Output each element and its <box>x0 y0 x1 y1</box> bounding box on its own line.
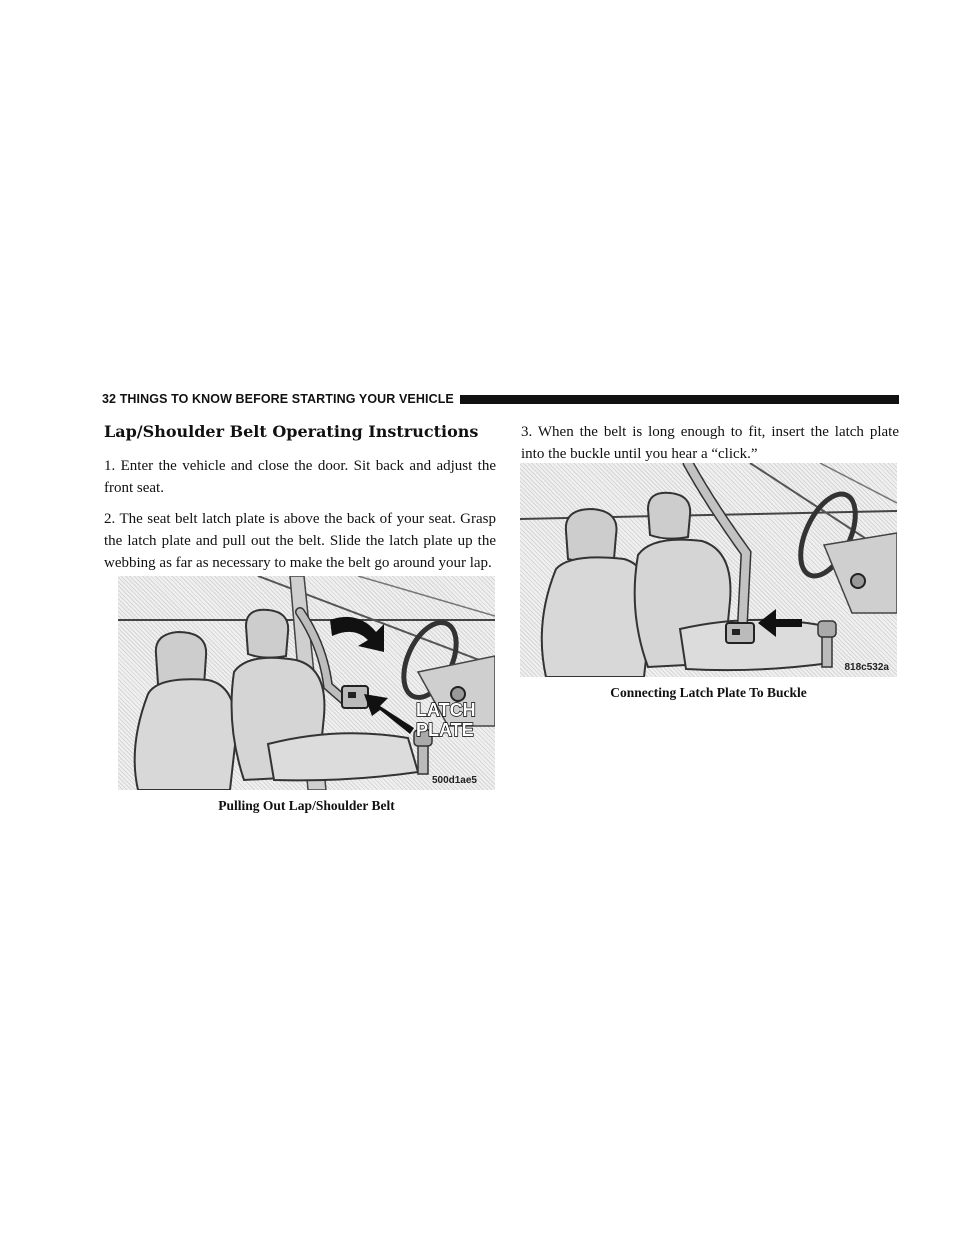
running-title: THINGS TO KNOW BEFORE STARTING YOUR VEHICLE <box>119 392 454 406</box>
page-header <box>102 391 899 407</box>
left-column <box>104 422 496 583</box>
seat-illustration <box>118 576 495 790</box>
figure-caption: Pulling Out Lap/Shoulder Belt <box>218 798 395 813</box>
seat-illustration <box>520 463 897 677</box>
section-title: Lap/Shoulder Belt Operating Instructions <box>104 422 479 441</box>
figure-caption: Connecting Latch Plate To Buckle <box>610 685 807 700</box>
step-3: 3. When the belt is long enough to fit, insert the latch plate into the buckle until you hear a “click.” <box>521 424 899 462</box>
figure-pulling-out-belt <box>118 576 495 814</box>
header-rule <box>460 395 899 404</box>
illustration-seats-belt <box>118 576 495 790</box>
running-header <box>102 392 454 406</box>
page-number: 32 <box>102 392 117 406</box>
step-2: 2. The seat belt latch plate is above the back of your seat. Grasp the latch plate and pull out the belt. Slide the latch plate up the webbing as far as necessary to make the belt go around your lap. <box>104 511 496 571</box>
figure-code: 500d1ae5 <box>431 775 477 786</box>
step-1: 1. Enter the vehicle and close the door. Sit back and adjust the front seat. <box>104 458 496 496</box>
latch-label-line2: PLATE <box>416 720 474 740</box>
figure-connecting-latch <box>520 463 897 701</box>
latch-label-line1: LATCH <box>416 700 476 720</box>
figure-code: 818c532a <box>844 662 889 673</box>
illustration-seats-buckle <box>520 463 897 677</box>
